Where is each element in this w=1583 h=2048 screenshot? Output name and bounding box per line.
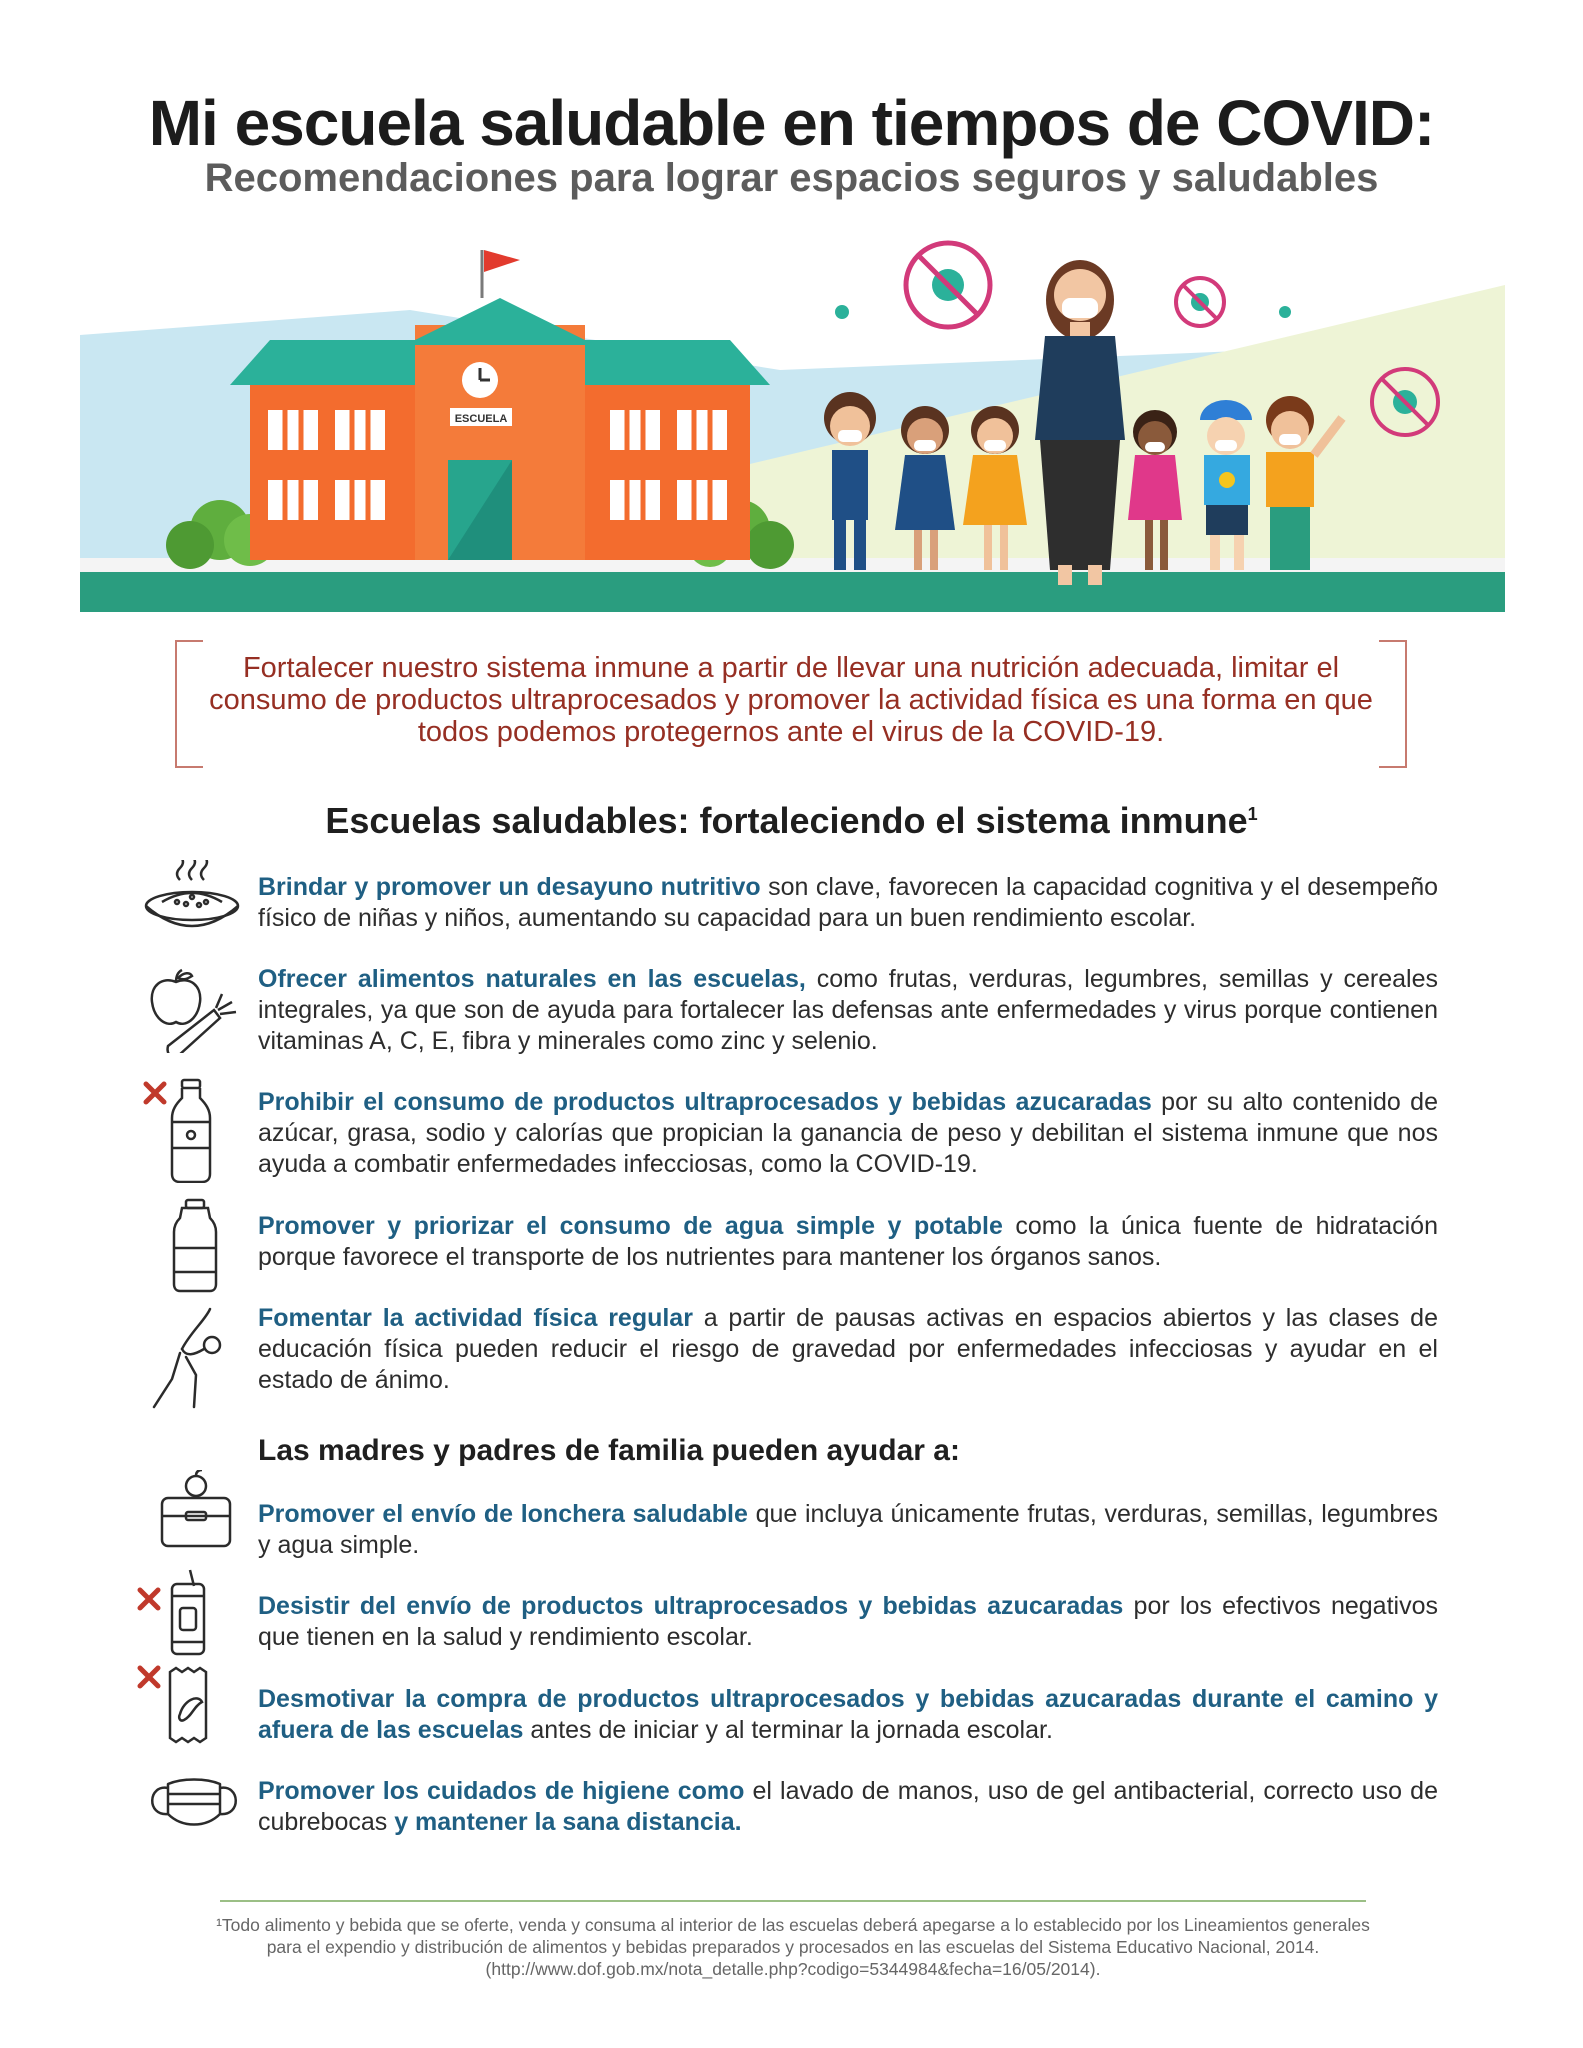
school-item-breakfast xyxy=(258,872,1438,934)
page-title: Mi escuela saludable en tiempos de COVID: xyxy=(148,87,1435,159)
parents-item-lunchbox xyxy=(258,1499,1438,1561)
snack-bag-prohibited-icon xyxy=(134,1664,234,1744)
school-item-text: a partir de pausas activas en espacios abiertos y las clases de educación física pueden reducir el riesgo de gravedad por enfermedades infecciosas y ayudar en el estado de ánimo. xyxy=(258,1304,1438,1394)
intro-quote-box xyxy=(175,640,1407,764)
apple-carrot-icon xyxy=(148,968,238,1053)
school-item-text: por su alto contenido de azúcar, grasa, sodio y calorías que propician la ganancia de peso y debilitan el sistema inmune que nos ayuda a combatir enfermedades infecciosas, como la COVID-19. xyxy=(258,1088,1438,1178)
parents-item-highlight-2: y mantener la sana distancia. xyxy=(394,1808,742,1836)
hero-illustration xyxy=(80,240,1505,612)
parents-item-hygiene xyxy=(258,1776,1438,1838)
parents-item-discourage-purchase xyxy=(258,1684,1438,1746)
school-item-highlight: Brindar y promover un desayuno nutritivo xyxy=(258,873,761,901)
school-item-highlight: Ofrecer alimentos naturales en las escuelas, xyxy=(258,965,806,993)
footnote-ref: 1 xyxy=(1247,804,1258,824)
school-item-highlight: Promover y priorizar el consumo de agua simple y potable xyxy=(258,1212,1003,1240)
water-bottle-icon xyxy=(170,1198,220,1293)
exercise-person-icon xyxy=(150,1305,230,1410)
school-item-physical-activity xyxy=(258,1303,1438,1396)
breakfast-bowl-icon xyxy=(142,860,242,940)
school-item-text: como frutas, verduras, legumbres, semillas y cereales integrales, ya que son de ayuda para fortalecer las defensas ante enfermedades y virus porque contienen vitaminas A, C, E, fibra y minerales como zinc y selenio. xyxy=(258,965,1438,1055)
school-item-highlight: Prohibir el consumo de productos ultraprocesados y bebidas azucaradas xyxy=(258,1088,1152,1116)
footnote: ¹Todo alimento y bebida que se oferte, venda y consuma al interior de las escuelas deberá apegarse a lo establecido por los Lineamientos generales para el expendio y distribución de alimentos y bebidas preparados y procesados en las escuelas del Sistema Educativo Nacional, 2014. (http://www.dof.gob.mx/nota_detalle.php?codigo=5344984&fecha=16/05/2014). xyxy=(216,1915,1370,1979)
parents-item-highlight: Desmotivar la compra de productos ultraprocesados y bebidas azucaradas durante el camino y afuera de las escuelas xyxy=(258,1685,1438,1744)
school-item-highlight: Fomentar la actividad física regular xyxy=(258,1304,693,1332)
section-title xyxy=(0,800,1583,842)
school-item-natural-food xyxy=(258,964,1438,1057)
virus-no-entry-icon xyxy=(1176,278,1224,326)
ground-strip xyxy=(80,570,1505,612)
school-item-prohibit-ultraprocessed xyxy=(258,1087,1438,1180)
parents-item-highlight: Promover el envío de lonchera saludable xyxy=(258,1500,748,1528)
teacher-figure-icon xyxy=(1035,260,1125,585)
face-mask-icon xyxy=(146,1770,242,1840)
intro-quote-text: Fortalecer nuestro sistema inmune a partir de llevar una nutrición adecuada, limitar el consumo de productos ultraprocesados y promover la actividad física es una forma en que todos podemos protegernos ante el virus de la COVID-19. xyxy=(209,652,1373,748)
school-item-water xyxy=(258,1211,1438,1273)
parents-title: Las madres y padres de familia pueden ayudar a: xyxy=(258,1434,960,1467)
parents-item-text: antes de iniciar y al terminar la jornada escolar. xyxy=(523,1716,1053,1744)
school-sign: ESCUELA xyxy=(454,413,508,425)
bracket-right xyxy=(1379,640,1407,768)
bracket-left xyxy=(175,640,203,768)
parents-item-text: el lavado de manos, uso de gel antibacterial, correcto uso de cubrebocas xyxy=(258,1777,1438,1836)
soda-bottle-prohibited-icon xyxy=(140,1078,240,1183)
virus-no-entry-icon xyxy=(906,243,990,327)
parents-item-highlight: Promover los cuidados de higiene como xyxy=(258,1777,745,1805)
parents-item-text: por los efectivos negativos que tienen en la salud y rendimiento escolar. xyxy=(258,1592,1438,1651)
parents-item-highlight: Desistir del envío de productos ultraprocesados y bebidas azucaradas xyxy=(258,1592,1124,1620)
parents-item-text: que incluya únicamente frutas, verduras, semillas, legumbres y agua simple. xyxy=(258,1500,1439,1559)
soda-can-prohibited-icon xyxy=(134,1568,234,1658)
school-building-icon xyxy=(230,250,770,560)
page-subtitle: Recomendaciones para lograr espacios seguros y saludables xyxy=(204,156,1379,200)
school-item-text: como la única fuente de hidratación porque favorece el transporte de los nutrientes para mantener los órganos sanos. xyxy=(258,1212,1438,1271)
footer-divider xyxy=(220,1900,1366,1902)
parents-item-desist-ultraprocessed xyxy=(258,1591,1438,1653)
lunchbox-icon xyxy=(156,1470,236,1550)
school-item-text: son clave, favorecen la capacidad cognitiva y el desempeño físico de niñas y niños, aumentando su capacidad para un buen rendimiento escolar. xyxy=(258,873,1439,932)
section-title-text: Escuelas saludables: fortaleciendo el sistema inmune xyxy=(325,800,1248,841)
